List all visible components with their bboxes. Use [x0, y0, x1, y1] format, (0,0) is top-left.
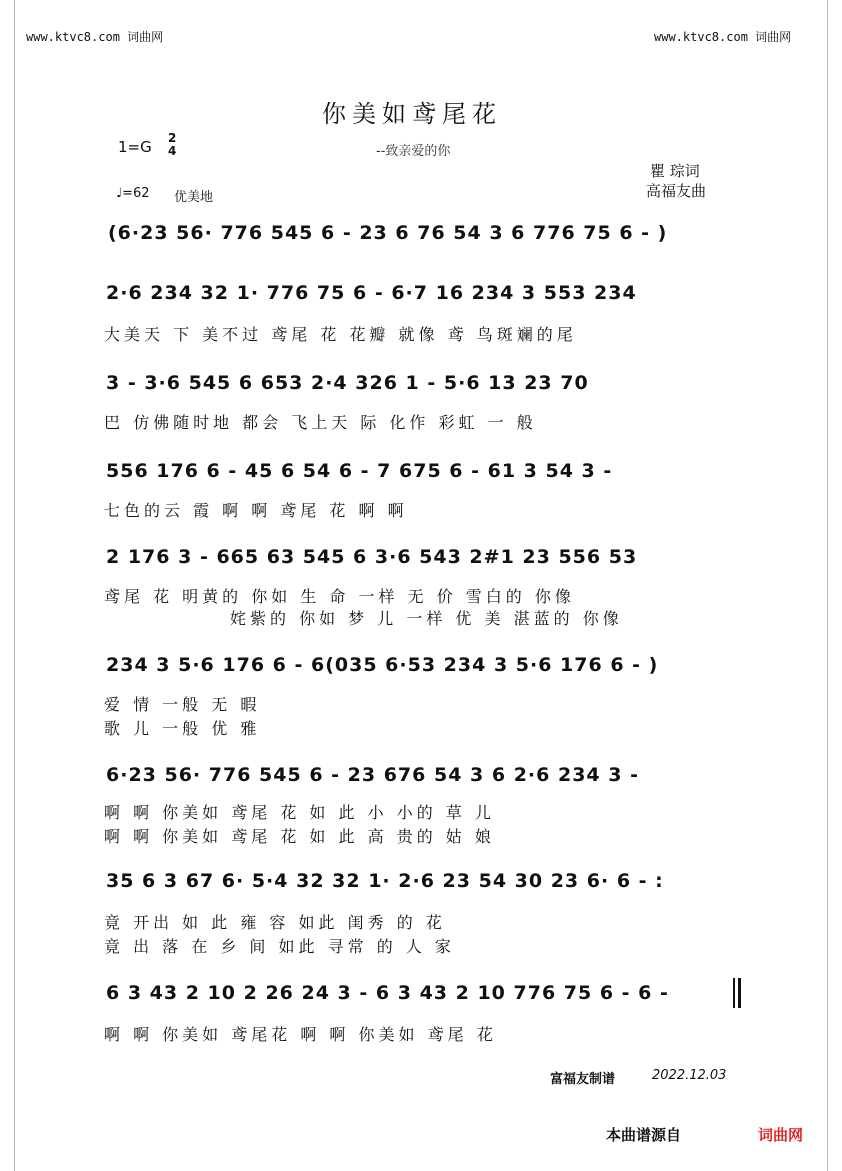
score-line-3-lyrics: 巴 仿佛随时地 都会 飞上天 际 化作 彩虹 一 般 [104, 413, 537, 432]
header-url-left[interactable]: www.ktvc8.com 词曲网 [26, 30, 164, 44]
score-line-6-lyrics-verse-1: 爱 情 一般 无 暇 [104, 695, 261, 714]
tempo: ♩=62 [116, 186, 150, 201]
score-line-5-lyrics-verse-2: 姹紫的 你如 梦 儿 一样 优 美 湛蓝的 你像 [230, 609, 623, 628]
score-line-1-notes: (6·23 56· 776 545 6 - 23 6 76 54 3 6 776 75 6 - ) [108, 222, 668, 244]
score-line-8-notes: 35 6 3 67 6· 5·4 32 32 1· 2·6 23 54 30 23 6· 6 - : [106, 870, 664, 892]
score-line-5-lyrics-verse-1: 鸢尾 花 明黄的 你如 生 命 一样 无 价 雪白的 你像 [104, 587, 575, 606]
final-barline-thin [733, 978, 735, 1008]
score-line-9-lyrics: 啊 啊 你美如 鸢尾花 啊 啊 你美如 鸢尾 花 [104, 1025, 497, 1044]
song-title: 你美如鸢尾花 [322, 100, 502, 128]
score-line-6-notes: 234 3 5·6 176 6 - 6(035 6·53 234 3 5·6 176 6 - ) [106, 654, 659, 676]
score-line-3-notes: 3 - 3·6 545 6 653 2·4 326 1 - 5·6 13 23 70 [106, 372, 589, 394]
score-line-4-notes: 556 176 6 - 45 6 54 6 - 7 675 6 - 61 3 54 3 - [106, 460, 613, 482]
header-url-right[interactable]: www.ktvc8.com 词曲网 [654, 30, 792, 44]
score-line-4-lyrics: 七色的云 霞 啊 啊 鸢尾 花 啊 啊 [104, 501, 408, 520]
score-line-8-lyrics-verse-1: 竟 开出 如 此 雍 容 如此 闺秀 的 花 [104, 913, 446, 932]
score-line-9-notes: 6 3 43 2 10 2 26 24 3 - 6 3 43 2 10 776 75 6 - 6 - [106, 982, 669, 1004]
score-line-2-lyrics: 大美天 下 美不过 鸢尾 花 花瓣 就像 鸢 鸟斑斓的尾 [104, 325, 577, 344]
left-watermark-strip [0, 0, 15, 1171]
score-line-7-lyrics-verse-1: 啊 啊 你美如 鸢尾 花 如 此 小 小的 草 儿 [104, 803, 495, 822]
right-watermark-strip [827, 0, 842, 1171]
transcriber-credit: 富福友制谱 [550, 1072, 616, 1087]
composer: 高福友曲 [646, 182, 707, 200]
score-line-8-lyrics-verse-2: 竟 出 落 在 乡 间 如此 寻常 的 人 家 [104, 937, 455, 956]
source-site-link[interactable]: 词曲网 [758, 1126, 804, 1144]
score-line-2-notes: 2·6 234 32 1· 776 75 6 - 6·7 16 234 3 553 234 [106, 282, 637, 304]
final-barline-thick [738, 978, 741, 1008]
score-line-7-notes: 6·23 56· 776 545 6 - 23 676 54 3 6 2·6 234 3 - [106, 764, 639, 786]
score-line-6-lyrics-verse-2: 歌 儿 一般 优 雅 [104, 719, 261, 738]
time-signature-bottom: 4 [168, 144, 177, 158]
score-line-5-notes: 2 176 3 - 665 63 545 6 3·6 543 2#1 23 556 53 [106, 546, 638, 568]
transcription-date: 2022.12.03 [652, 1068, 727, 1083]
time-signature-top: 2 [168, 131, 177, 145]
time-signature [168, 132, 176, 158]
subtitle: --致亲爱的你 [376, 144, 451, 159]
score-line-7-lyrics-verse-2: 啊 啊 你美如 鸢尾 花 如 此 高 贵的 姑 娘 [104, 827, 495, 846]
lyricist: 瞿 琮词 [650, 162, 700, 180]
source-label: 本曲谱源自 [606, 1126, 682, 1144]
expression-mark: 优美地 [174, 190, 214, 205]
key-signature: 1=G [118, 138, 152, 156]
